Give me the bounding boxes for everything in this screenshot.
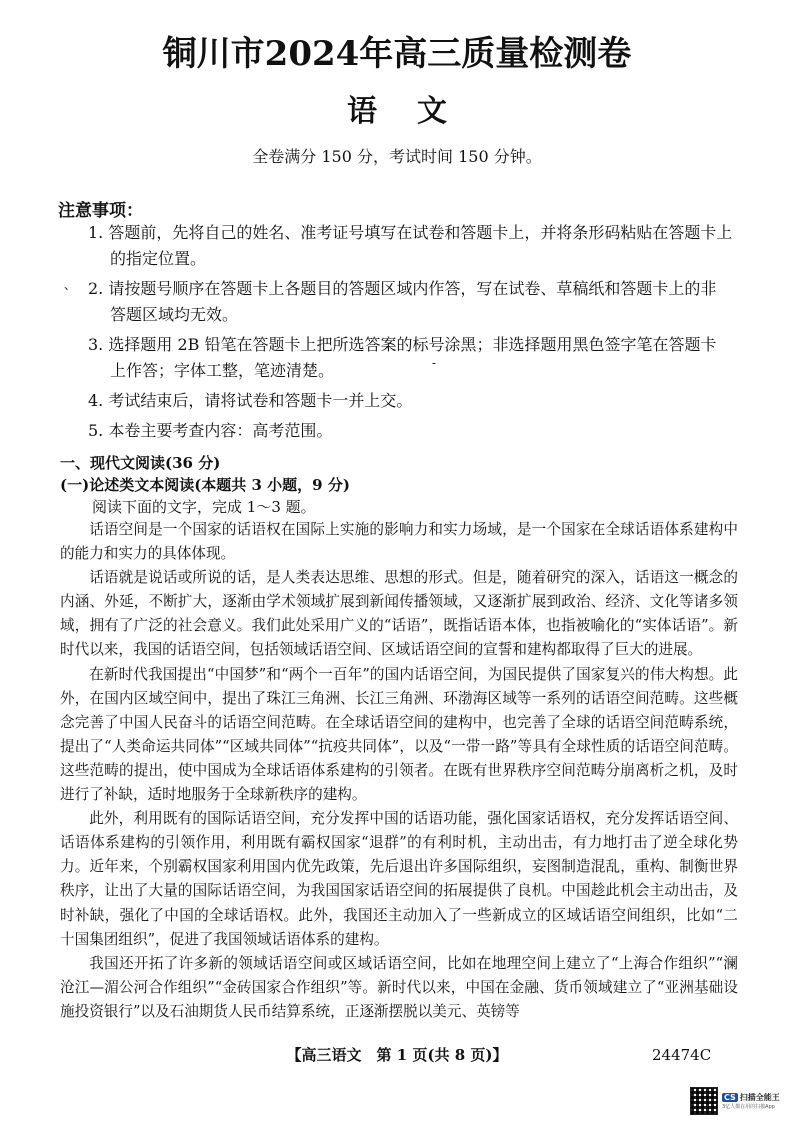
subject-title: 语文 — [347, 94, 487, 129]
scanner-label: CS 扫描全能王 — [724, 1093, 780, 1102]
score-time-info: 全卷满分 150 分，考试时间 150 分钟。 — [252, 147, 542, 166]
note-text: 4. 考试结束后，请将试卷和答题卡一并上交。 — [88, 391, 413, 410]
note-text-cont: 上作答；字体工整，笔迹清楚。 — [110, 361, 335, 380]
scanner-subtext: 3亿人都在用的扫描App — [722, 1104, 775, 1110]
reading-instruction: 阅读下面的文字，完成 1～3 题。 — [92, 498, 316, 516]
note-text: 2. 请按题号顺序在答题卡上各题目的答题区域内作答，写在试卷、草稿纸和答题卡上的非 — [88, 279, 717, 298]
exam-code: 24474C — [652, 1046, 712, 1064]
passage-paragraph: 我国还开拓了许多新的领域话语空间或区域话语空间，比如在地理空间上建立了“上海合作组织”“澜沧江—湄公河合作组织”“金砖国家合作组织”等。新时代以来，中国在金融、货币领域建立了“亚洲基础设施投资银行”以及石油期货人民币结算系统，正逐渐摆脱以美元、英镑等 — [60, 954, 738, 1020]
passage-paragraph: 此外，利用既有的国际话语空间，充分发挥中国的话语功能，强化国家话语权，充分发挥话语空间、话语体系建构的引领作用，利用既有霸权国家“退群”的有利时机，主动出击，有力地打击了逆全球化势力。近年来，个别霸权国家利用国内优先政策，先后退出许多国际组织，妄图制造混乱，重构、制衡世界秩序，让出了大量的国际话语空间，为我国国家话语空间的拓展提供了良机。中国趁此机会主动出击，及时补缺，强化了中国的全球话语权。此外，我国还主动加入了一些新成立的区域话语空间组织，比如“二十国集团组织”，促进了我国领域话语体系的建构。 — [60, 810, 738, 948]
qr-code-icon — [690, 1087, 718, 1115]
passage-paragraph: 话语就是说话或所说的话，是人类表达思维、思想的形式。但是，随着研究的深入，话语这一概念的内涵、外延，不断扩大，逐渐由学术领域扩展到新闻传播领域，又逐渐扩展到政治、经济、文化等诸多领域，拥有了广泛的社会意义。我们此处采用广义的“话语”，既指话语本体，也指被喻化的“实体话语”。新时代以来，我国的话语空间，包括领域话语空间、区域话语空间的宣誓和建构都取得了巨大的进展。 — [60, 569, 738, 659]
stray-mark: 、 — [64, 278, 77, 292]
exam-title: 铜川市2024年高三质量检测卷 — [162, 34, 632, 74]
stray-mark: - — [432, 356, 437, 370]
note-item — [88, 276, 748, 328]
note-item — [88, 220, 748, 272]
section-subtitle: (一)论述类文本阅读(本题共 3 小题，9 分) — [60, 476, 350, 494]
note-item — [88, 332, 748, 384]
scanner-logo-icon: CS — [724, 1093, 736, 1102]
passage-paragraph: 话语空间是一个国家的话语权在国际上实施的影响力和实力场域，是一个国家在全球话语体系建构中的能力和实力的具体体现。 — [60, 521, 738, 563]
reading-passage — [60, 518, 738, 1024]
note-text-cont: 的指定位置。 — [110, 249, 207, 268]
section-title: 一、现代文阅读(36 分) — [60, 454, 221, 472]
note-text: 3. 选择题用 2B 铅笔在答题卡上把所选答案的标号涂黑；非选择题用黑色签字笔在答题卡 — [88, 335, 717, 354]
passage-paragraph: 在新时代我国提出“中国梦”和“两个一百年”的国内话语空间，为国民提供了国家复兴的伟大构想。此外，在国内区域空间中，提出了珠江三角洲、长江三角洲、环渤海区域等一系列的话语空间范畴。这些概念完善了中国人民奋斗的话语空间范畴。在全球话语空间的建构中，也完善了全球的话语空间范畴系统，提出了“人类命运共同体”“区域共同体”“抗疫共同体”，以及“一带一路”等具有全球性质的话语空间范畴。这些范畴的提出，使中国成为全球话语体系建构的引领者。在既有世界秩序空间范畴分崩离析之机，及时进行了补缺，适时地服务于全球新秩序的建构。 — [60, 665, 738, 804]
note-text-cont: 答题区域均无效。 — [110, 305, 239, 324]
notes-heading: 注意事项： — [58, 201, 143, 221]
scanner-watermark — [690, 1086, 782, 1116]
note-item — [88, 388, 748, 414]
note-item — [88, 418, 748, 444]
page-footer: 【高三语文 第 1 页(共 8 页)】 — [286, 1046, 508, 1064]
notes-list — [88, 220, 748, 448]
note-text: 1. 答题前，先将自己的姓名、准考证号填写在试卷和答题卡上，并将条形码粘贴在答题卡上 — [88, 223, 733, 242]
note-text: 5. 本卷主要考查内容：高考范围。 — [88, 421, 333, 440]
